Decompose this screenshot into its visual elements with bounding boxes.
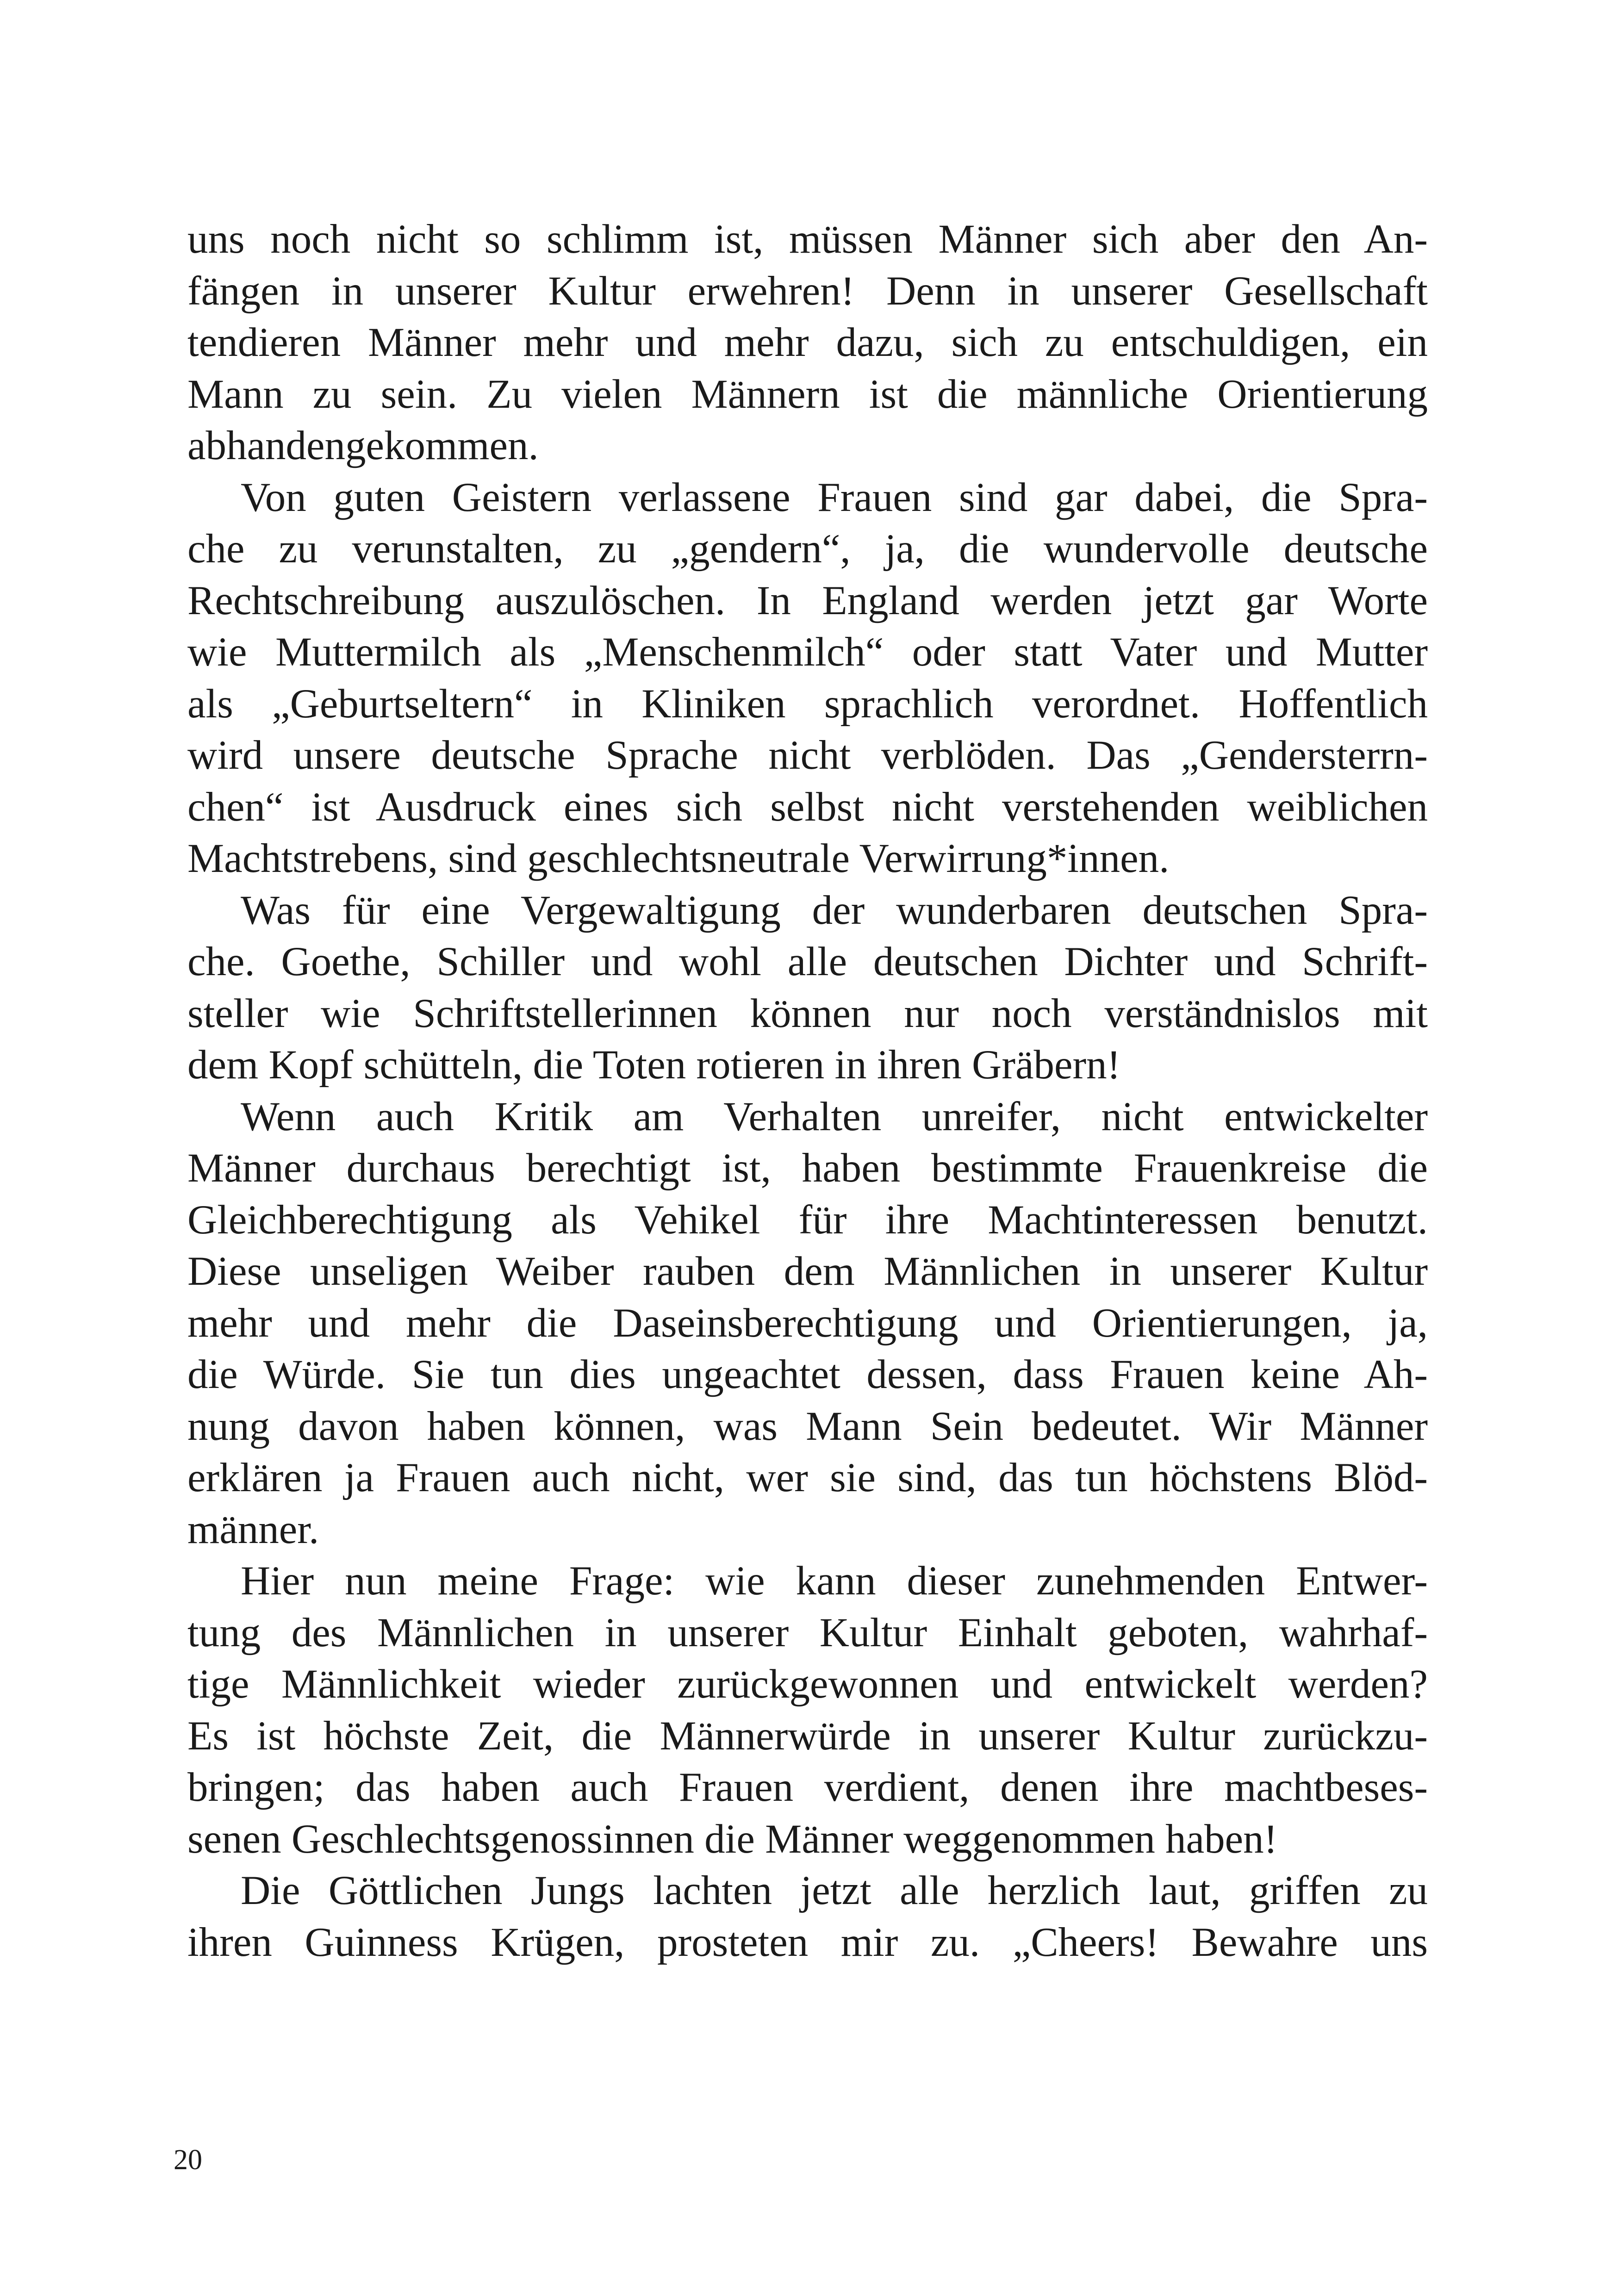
text-line: senen Geschlechtsgenossinnen die Männer weggenommen haben! xyxy=(187,1816,1278,1862)
text-line: als „Geburtseltern“ in Kliniken sprachlich verordnet. Hoffentlich xyxy=(187,681,1428,727)
text-line: männer. xyxy=(187,1506,319,1552)
text-line: ihren Guinness Krügen, prosteten mir zu. „Cheers! Bewahre uns xyxy=(187,1919,1428,1965)
text-line: che. Goethe, Schiller und wohl alle deutschen Dichter und Schrift- xyxy=(187,939,1428,984)
text-line: steller wie Schriftstellerinnen können nur noch verständnislos mit xyxy=(187,990,1428,1036)
text-line: Hier nun meine Frage: wie kann dieser zunehmenden Entwer- xyxy=(241,1558,1428,1604)
text-line: Was für eine Vergewaltigung der wunderbaren deutschen Spra- xyxy=(241,887,1428,933)
text-line: Wenn auch Kritik am Verhalten unreifer, nicht entwickelter xyxy=(241,1094,1428,1139)
text-line: Die Göttlichen Jungs lachten jetzt alle herzlich laut, griffen zu xyxy=(241,1868,1428,1913)
text-line: Männer durchaus berechtigt ist, haben bestimmte Frauenkreise die xyxy=(187,1145,1428,1191)
text-line: mehr und mehr die Daseinsberechtigung und Orientierungen, ja, xyxy=(187,1300,1428,1346)
paragraph xyxy=(187,885,1428,1091)
text-line: dem Kopf schütteln, die Toten rotieren in ihren Gräbern! xyxy=(187,1042,1121,1088)
text-line: wird unsere deutsche Sprache nicht verblöden. Das „Gendersterrn- xyxy=(187,733,1428,778)
page-number: 20 xyxy=(174,2144,202,2176)
paragraph xyxy=(187,214,1428,472)
text-line: Mann zu sein. Zu vielen Männern ist die männliche Orientierung xyxy=(187,371,1428,417)
text-line: Es ist höchste Zeit, die Männerwürde in unserer Kultur zurückzu- xyxy=(187,1713,1428,1759)
text-line: che zu verunstalten, zu „gendern“, ja, die wundervolle deutsche xyxy=(187,526,1428,572)
text-line: tige Männlichkeit wieder zurückgewonnen und entwickelt werden? xyxy=(187,1661,1428,1707)
text-line: bringen; das haben auch Frauen verdient, denen ihre machtbeses- xyxy=(187,1765,1428,1810)
text-line: abhandengekommen. xyxy=(187,423,539,468)
paragraph xyxy=(187,1865,1428,1968)
paragraph xyxy=(187,472,1428,885)
text-line: erklären ja Frauen auch nicht, wer sie sind, das tun höchstens Blöd- xyxy=(187,1455,1428,1500)
text-line: Von guten Geistern verlassene Frauen sind gar dabei, die Spra- xyxy=(241,474,1428,520)
text-line: Diese unseligen Weiber rauben dem Männlichen in unserer Kultur xyxy=(187,1249,1428,1294)
text-line: tung des Männlichen in unserer Kultur Einhalt geboten, wahrhaf- xyxy=(187,1610,1428,1655)
text-line: Rechtschreibung auszulöschen. In England werden jetzt gar Worte xyxy=(187,578,1428,623)
text-line: Machtstrebens, sind geschlechtsneutrale Verwirrung*innen. xyxy=(187,836,1170,881)
paragraph xyxy=(187,1556,1428,1865)
text-line: die Würde. Sie tun dies ungeachtet dessen, dass Frauen keine Ah- xyxy=(187,1352,1428,1397)
text-line: wie Muttermilch als „Menschenmilch“ oder statt Vater und Mutter xyxy=(187,629,1428,675)
text-line: uns noch nicht so schlimm ist, müssen Männer sich aber den An- xyxy=(187,217,1428,262)
paragraph xyxy=(187,1091,1428,1556)
text-line: nung davon haben können, was Mann Sein bedeutet. Wir Männer xyxy=(187,1403,1428,1449)
text-line: Gleichberechtigung als Vehikel für ihre Machtinteressen benutzt. xyxy=(187,1197,1428,1243)
body-text xyxy=(187,214,1428,1968)
text-line: fängen in unserer Kultur erwehren! Denn in unserer Gesellschaft xyxy=(187,268,1428,314)
text-line: chen“ ist Ausdruck eines sich selbst nicht verstehenden weiblichen xyxy=(187,784,1428,830)
text-line: tendieren Männer mehr und mehr dazu, sich zu entschuldigen, ein xyxy=(187,320,1428,365)
